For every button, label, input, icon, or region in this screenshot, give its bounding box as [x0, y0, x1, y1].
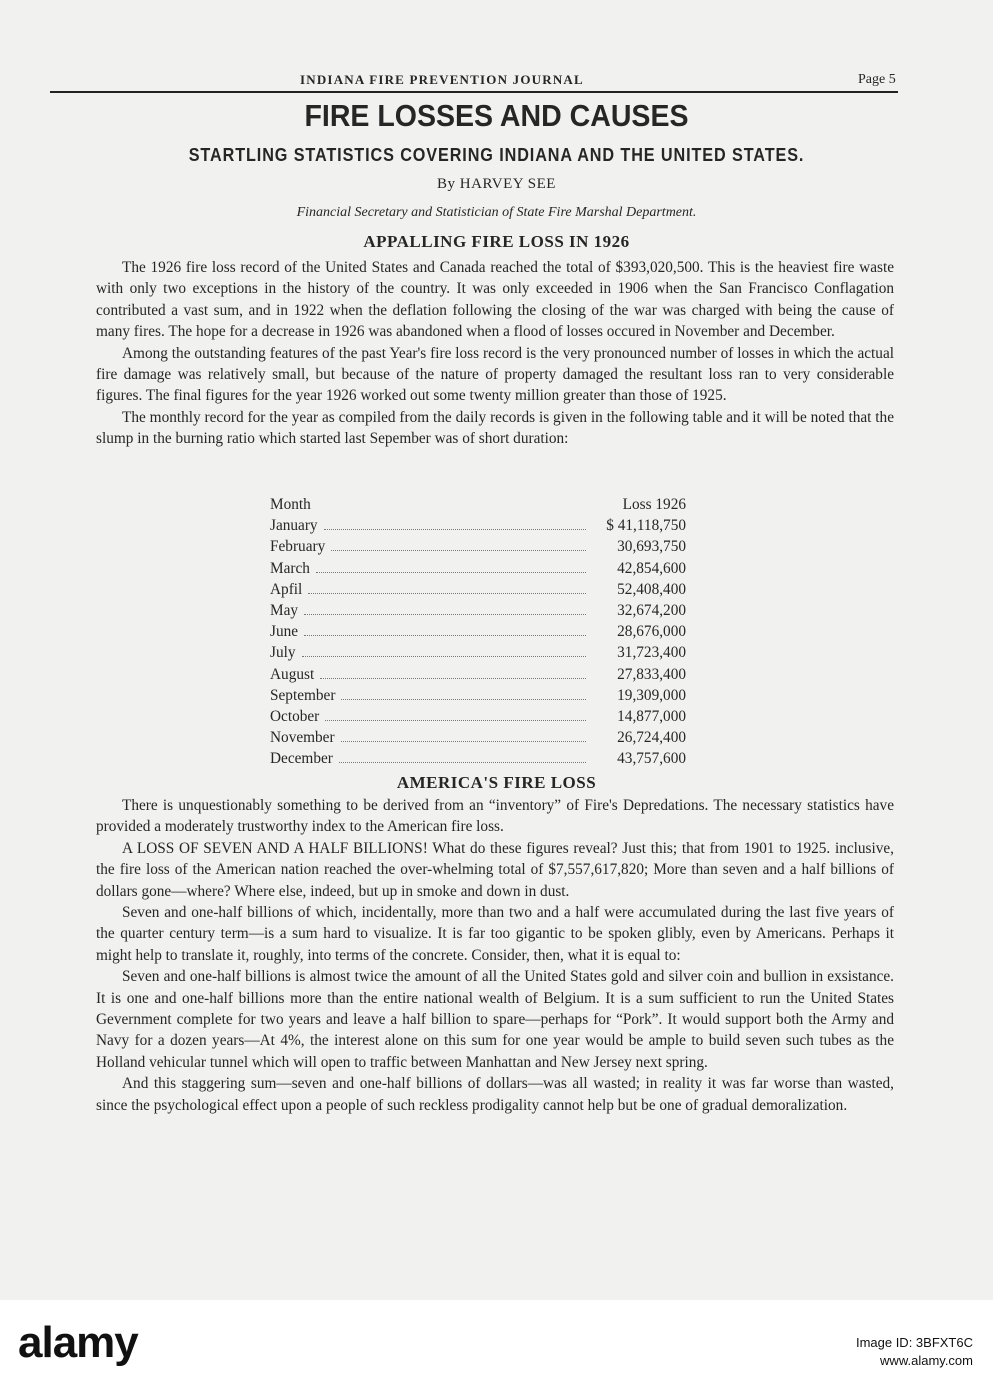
- table-row: [270, 644, 686, 665]
- section-1926-body: [96, 257, 894, 450]
- image-id: Image ID: 3BFXT6C: [855, 1335, 973, 1350]
- journal-name: INDIANA FIRE PREVENTION JOURNAL: [300, 72, 584, 87]
- month-cell: October: [270, 707, 320, 725]
- loss-cell: 31,723,400: [617, 644, 686, 662]
- table-row: [270, 538, 686, 559]
- section-heading-america: AMERICA'S FIRE LOSS: [396, 773, 597, 792]
- table-row: [270, 729, 686, 750]
- table-row: [270, 687, 686, 708]
- table-row: [270, 602, 686, 623]
- paragraph: A LOSS OF SEVEN AND A HALF BILLIONS! What do these figures reveal? Just this; that from 1901 to 1925. inclusive, the fire loss of the American nation reached the over-whelming total of $7,557,617,820; More than seven and a half billions of dollars gone—where? Where else, indeed, but up in smoke and down in dust.: [96, 839, 894, 900]
- loss-cell: $ 41,118,750: [606, 517, 686, 535]
- alamy-logo: alamy: [18, 1318, 138, 1367]
- table-row: [270, 623, 686, 644]
- dot-leader: [304, 635, 586, 636]
- dot-leader: [316, 572, 586, 573]
- loss-cell: 27,833,400: [617, 665, 686, 683]
- paragraph: Among the outstanding features of the past Year's fire loss record is the very pronounced number of losses in which the actual fire damage was relatively small, but because of the nature of property damaged the resultant loss ran to very considerable figures. The final figures for the year 1926 worked out some twenty million greater than those of 1925.: [96, 344, 894, 405]
- table-row: [270, 666, 686, 687]
- watermark-url: www.alamy.com: [880, 1353, 973, 1368]
- paragraph: Seven and one-half billions is almost twice the amount of all the United States gold and silver coin and bullion in exsistance. It is one and one-half billions more than the entire national wealth of Belgium. It is a sum sufficient to run the United States Gevernment complete for two years and leave a half billion to spare—perhaps for “Pork”. It would support both the Army and Navy for a dozen years—At 4%, the interest alone on this sum for one year would be ample to build seven such tubes as the Holland vehicular tunnel which will open to traffic between Manhattan and New Jersey next spring.: [96, 968, 894, 1071]
- section-america-body: [96, 795, 894, 1116]
- month-cell: June: [270, 623, 299, 641]
- dot-leader: [331, 550, 586, 551]
- month-cell: February: [270, 538, 326, 556]
- section-heading-1926: APPALLING FIRE LOSS IN 1926: [363, 232, 630, 251]
- watermark-info: [856, 1334, 973, 1370]
- table-row: [270, 560, 686, 581]
- dot-leader: [320, 678, 586, 679]
- paragraph: And this staggering sum—seven and one-half billions of dollars—was all wasted; in reality it was far worse than wasted, since the psychological effect upon a people of such reckless prodigality cannot help but be one of gradual demoralization.: [96, 1075, 894, 1114]
- table-row: [270, 750, 686, 771]
- loss-cell: 52,408,400: [617, 580, 686, 598]
- column-header-month: Month: [270, 496, 311, 513]
- monthly-loss-table: [270, 496, 686, 771]
- article-subtitle: STARTLING STATISTICS COVERING INDIANA AND THE UNITED STATES.: [188, 145, 805, 165]
- dot-leader: [341, 741, 586, 742]
- loss-cell: 42,854,600: [617, 559, 686, 577]
- table-header: [270, 496, 686, 517]
- table-row: [270, 517, 686, 538]
- loss-cell: 30,693,750: [617, 538, 686, 556]
- dot-leader: [339, 762, 586, 763]
- article-title: FIRE LOSSES AND CAUSES: [304, 98, 689, 133]
- byline: By HARVEY SEE: [437, 176, 556, 192]
- dot-leader: [324, 529, 586, 530]
- table-row: [270, 581, 686, 602]
- header-rule: [50, 91, 898, 93]
- loss-cell: 19,309,000: [617, 686, 686, 704]
- table-row: [270, 708, 686, 729]
- loss-cell: 32,674,200: [617, 601, 686, 619]
- loss-cell: 26,724,400: [617, 729, 686, 747]
- dot-leader: [302, 656, 587, 657]
- watermark-bar: [0, 1300, 993, 1390]
- month-cell: January: [270, 517, 318, 535]
- dot-leader: [308, 593, 586, 594]
- month-cell: November: [270, 729, 335, 747]
- paragraph: The monthly record for the year as compiled from the daily records is given in the following table and it will be noted that the slump in the burning ratio which started last Sepember was of short duration:: [96, 408, 894, 448]
- paragraph: There is unquestionably something to be derived from an “inventory” of Fire's Depredations. The necessary statistics have provided a moderately trustworthy index to the American fire loss.: [96, 797, 894, 836]
- page-number: Page 5: [858, 72, 896, 87]
- author-affiliation: Financial Secretary and Statistician of State Fire Marshal Department.: [296, 205, 697, 220]
- month-cell: July: [270, 644, 296, 662]
- column-header-loss: Loss 1926: [622, 496, 686, 513]
- dot-leader: [325, 720, 586, 721]
- month-cell: September: [270, 686, 336, 704]
- month-cell: May: [270, 601, 299, 619]
- paragraph: Seven and one-half billions of which, incidentally, more than two and a half were accumulated during the last five years of the quarter century term—is a sum hard to visualize. It is far too gigantic to be spoken glibly, even by Americans. Perhaps it might help to translate it, roughly, into terms of the concrete. Consider, then, what it is equal to:: [96, 904, 894, 964]
- loss-cell: 28,676,000: [617, 623, 686, 641]
- loss-cell: 14,877,000: [617, 707, 686, 725]
- month-cell: March: [270, 559, 310, 577]
- dot-leader: [341, 699, 586, 700]
- dot-leader: [304, 614, 586, 615]
- paragraph: The 1926 fire loss record of the United States and Canada reached the total of $393,020,500. This is the heaviest fire waste with only two exceptions in the history of the country. It was only exceeded in 1906 when the San Francisco Conflagation contributed a vast sum, and in 1922 when the deflation following the closing of the war was charged with being the cause of many fires. The hope for a decrease in 1926 was abandoned when a flood of losses occured in November and December.: [96, 259, 894, 341]
- loss-cell: 43,757,600: [617, 750, 686, 768]
- month-cell: August: [270, 665, 315, 683]
- month-cell: December: [270, 750, 333, 768]
- month-cell: Apfil: [270, 580, 303, 598]
